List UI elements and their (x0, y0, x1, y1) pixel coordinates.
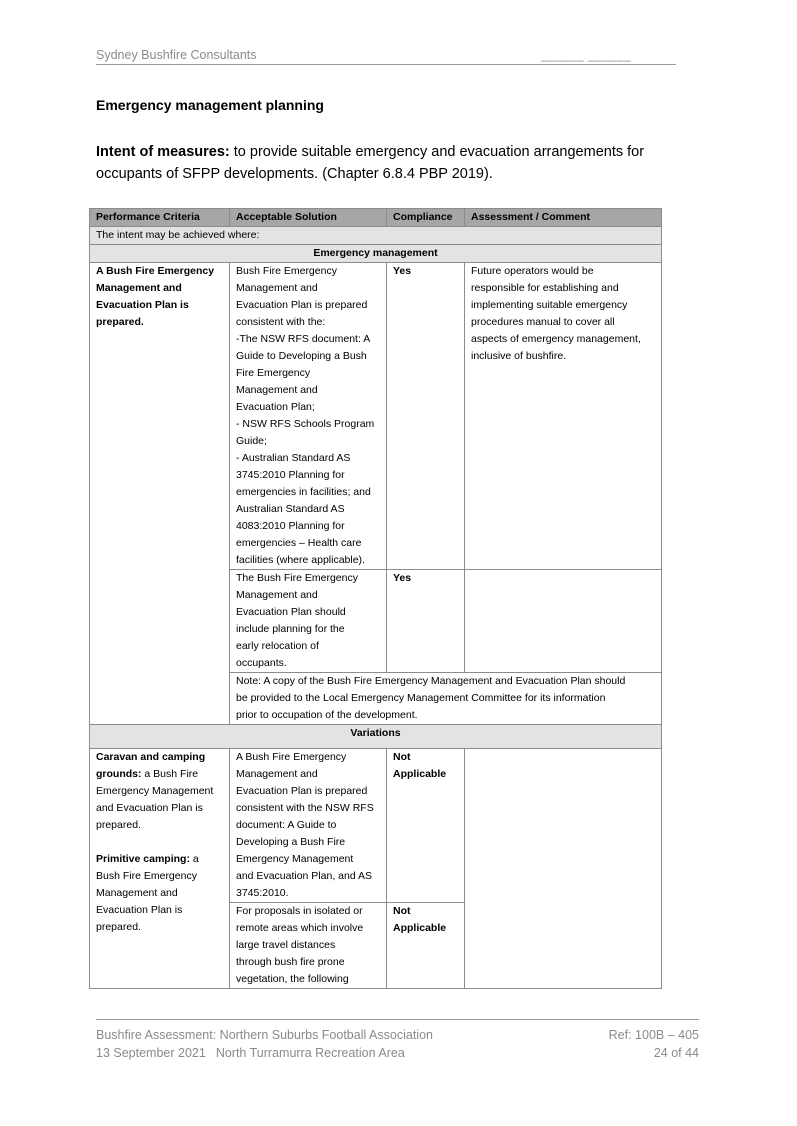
table-row (90, 263, 662, 570)
footer-place: North Turramurra Recreation Area (215, 1046, 405, 1060)
text-line: Guide; (236, 435, 267, 447)
col-header: Performance Criteria (90, 209, 230, 227)
footer-date-place (96, 1044, 433, 1062)
section-row (90, 245, 662, 263)
text-line: Emergency Management (236, 853, 354, 865)
text-line: responsible for establishing and (471, 282, 619, 294)
text-line: implementing suitable emergency (471, 299, 628, 311)
text-line: Guide to Developing a Bush (236, 350, 367, 362)
table-row (90, 749, 662, 903)
table-header-row (90, 209, 662, 227)
section-row (90, 725, 662, 749)
criteria-cell: A Bush Fire Emergency Management and Evacuation Plan is prepared. (90, 263, 230, 725)
footer-ref: Ref: 100B – 405 (608, 1028, 699, 1042)
text-line: Management and (236, 384, 318, 396)
text-line: -The NSW RFS document: A (236, 333, 371, 345)
text-line: document: A Guide to (236, 819, 337, 831)
criteria-table (89, 208, 662, 989)
compliance-cell: Yes (387, 570, 465, 673)
text-line: Future operators would be (471, 265, 594, 277)
footer-left (96, 1026, 433, 1062)
solution-cell (230, 903, 387, 989)
text-line: Management and (236, 768, 318, 780)
text-line: Developing a Bush Fire (236, 836, 346, 848)
page-footer (96, 1019, 699, 1060)
text-line: Fire Emergency (236, 367, 311, 379)
section-heading-emergency: Emergency management (90, 245, 662, 263)
text-line: Australian Standard AS (236, 503, 345, 515)
text-line: early relocation of (236, 640, 319, 652)
text-line: 4083:2010 Planning for (236, 520, 345, 532)
section-title: Emergency management planning (96, 97, 324, 113)
footer-report-title: Bushfire Assessment: Northern Suburbs Football Association (96, 1028, 433, 1042)
text-line: 3745:2010 Planning for (236, 469, 345, 481)
intent-paragraph (96, 141, 696, 185)
solution-cell (230, 749, 387, 903)
text-line: Not (393, 905, 411, 917)
footer-page-number: 24 of 44 (653, 1046, 699, 1060)
text-line: consistent with the NSW RFS (236, 802, 374, 814)
text-line: remote areas which involve (236, 922, 364, 934)
text-line: through bush fire prone (236, 956, 345, 968)
text-line: A Bush Fire Emergency (236, 751, 347, 763)
col-header: Assessment / Comment (465, 209, 662, 227)
text-line: - Australian Standard AS (236, 452, 351, 464)
company-name: Sydney Bushfire Consultants (96, 48, 257, 62)
criteria-cell (90, 749, 230, 989)
comment-cell (465, 263, 662, 570)
text-line: - NSW RFS Schools Program (236, 418, 375, 430)
text-line: vegetation, the following (236, 973, 349, 985)
text-line: occupants. (236, 657, 287, 669)
intent-text: to provide suitable emergency and evacuation arrangements for occupants of SFPP developments. (Chapter 6.8.4 PBP 2019). (96, 144, 645, 182)
note-cell (230, 673, 662, 725)
text-line: Not (393, 751, 411, 763)
intent-label: Intent of measures: (96, 144, 230, 160)
text-line: Bush Fire Emergency (236, 265, 337, 277)
text-line: include planning for the (236, 623, 345, 635)
text-line: emergencies in facilities; and (236, 486, 371, 498)
header-blanks: ______ ______ (541, 48, 631, 62)
text-line: procedures manual to cover all (471, 316, 615, 328)
footer-right (609, 1026, 699, 1062)
text-line: Management and (236, 282, 318, 294)
text-line: Evacuation Plan; (236, 401, 315, 413)
comment-cell (465, 570, 662, 673)
text-line: The Bush Fire Emergency (236, 572, 358, 584)
text-line: large travel distances (236, 939, 336, 951)
text-line: Management and (236, 589, 318, 601)
intent-row-cell: The intent may be achieved where: (90, 227, 662, 245)
page-header (96, 48, 676, 65)
text-line: be provided to the Local Emergency Management Committee for its information (236, 692, 606, 704)
text-line: prior to occupation of the development. (236, 709, 418, 721)
text-line: For proposals in isolated or (236, 905, 363, 917)
text-line: facilities (where applicable). (236, 554, 365, 566)
primitive-label: Primitive camping: (96, 853, 190, 865)
compliance-cell (387, 903, 465, 989)
text-line: emergencies – Health care (236, 537, 362, 549)
text-line: inclusive of bushfire. (471, 350, 567, 362)
text-line: Applicable (393, 922, 447, 934)
text-line: aspects of emergency management, (471, 333, 641, 345)
footer-date: 13 September 2021 (96, 1046, 206, 1060)
primitive-text: a Bush Fire Emergency Management and Evacuation Plan is prepared. (96, 853, 199, 933)
text-line: Evacuation Plan is prepared (236, 299, 368, 311)
text-line: consistent with the: (236, 316, 326, 328)
compliance-cell (387, 749, 465, 903)
solution-cell (230, 263, 387, 570)
compliance-cell: Yes (387, 263, 465, 570)
intent-row (90, 227, 662, 245)
text-line: Note: A copy of the Bush Fire Emergency Management and Evacuation Plan should (236, 675, 626, 687)
caravan-text: a Bush Fire Emergency Management and Evacuation Plan is prepared. (96, 768, 214, 831)
comment-cell (465, 749, 662, 989)
text-line: 3745:2010. (236, 887, 289, 899)
text-line: Evacuation Plan should (236, 606, 346, 618)
text-line: Applicable (393, 768, 447, 780)
text-line: Evacuation Plan is prepared (236, 785, 368, 797)
caravan-label: Caravan and camping grounds: (96, 751, 206, 780)
section-heading-variations: Variations (90, 725, 662, 749)
solution-cell (230, 570, 387, 673)
col-header: Compliance (387, 209, 465, 227)
text-line: and Evacuation Plan, and AS (236, 870, 373, 882)
col-header: Acceptable Solution (230, 209, 387, 227)
